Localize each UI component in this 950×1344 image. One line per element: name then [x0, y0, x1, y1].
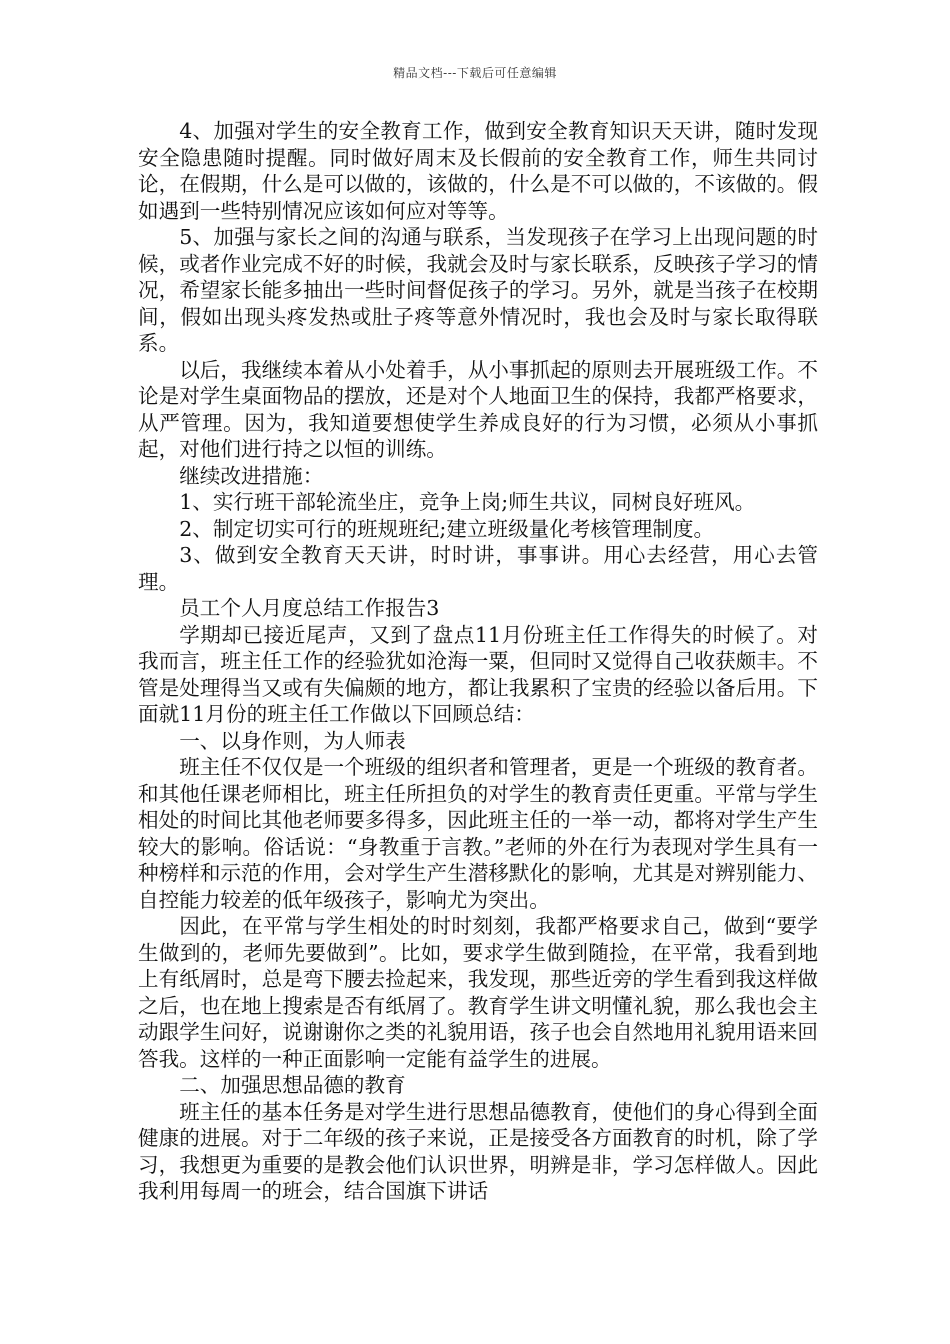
paragraph-safety-education: 4、加强对学生的安全教育工作，做到安全教育知识天天讲，随时发现安全隐患随时提醒。同时做好周末及长假前的安全教育工作，师生共同讨论，在假期，什么是可以做的，该做的，什么是不可以做的，不该做的。假如遇到一些特别情况应该如何应对等等。 [138, 119, 818, 223]
paragraph-teacher-role: 班主任不仅仅是一个班级的组织者和管理者，更是一个班级的教育者。和其他任课老师相比，班主任所担负的对学生的教育责任更重。平常与学生相处的时间比其他老师要多得多，因此班主任的一举一动，都将对学生产生较大的影响。俗话说：“身教重于言教。”老师的外在行为表现对学生具有一种榜样和示范的作用，会对学生产生潜移默化的影响，尤其是对辨别能力、自控能力较差的低年级孩子，影响尤为突出。 [138, 755, 818, 912]
paragraph-semester-review: 学期却已接近尾声，又到了盘点11月份班主任工作得失的时候了。对我而言，班主任工作的经验犹如沧海一粟，但同时又觉得自己收获颇丰。不管是处理得当又或有失偏颇的地方，都让我累积了宝贵的经验以备后用。下面就11月份的班主任工作做以下回顾总结： [138, 622, 818, 726]
page-header: 精品文档---下载后可任意编辑 [393, 66, 557, 80]
paragraph-measure-3: 3、做到安全教育天天讲，时时讲，事事讲。用心去经营，用心去管理。 [138, 543, 818, 594]
paragraph-strict-with-self: 因此，在平常与学生相处的时时刻刻，我都严格要求自己，做到“要学生做到的，老师先要做到”。比如，要求学生做到随捡，在平常，我看到地上有纸屑时，总是弯下腰去捡起来，我发现，那些近旁的学生看到我这样做之后，也在地上搜索是否有纸屑了。教育学生讲文明懂礼貌，那么我也会主动跟学生问好，说谢谢你之类的礼貌用语，孩子也会自然地用礼貌用语来回答我。这样的一种正面影响一定能有益学生的进展。 [138, 914, 818, 1071]
paragraph-measure-2: 2、制定切实可行的班规班纪;建立班级量化考核管理制度。 [179, 516, 715, 541]
paragraph-parent-communication: 5、加强与家长之间的沟通与联系，当发现孩子在学习上出现问题的时候，或者作业完成不好的时候，我就会及时与家长联系，反映孩子学习的情况，希望家长能多抽出一些时间督促孩子的学习。另外，就是当孩子在校期间，假如出现头疼发热或肚子疼等意外情况时，我也会及时与家长取得联系。 [138, 225, 818, 355]
document-body [138, 118, 818, 1205]
paragraph-measure-1: 1、实行班干部轮流坐庄，竞争上岗;师生共议，同树良好班风。 [179, 490, 756, 514]
paragraph-small-things: 以后，我继续本着从小处着手，从小事抓起的原则去开展班级工作。不论是对学生桌面物品的摆放，还是对个人地面卫生的保持，我都严格要求，从严管理。因为，我知道要想使学生养成良好的行为习惯，必须从小事抓起，对他们进行持之以恒的训练。 [138, 357, 818, 461]
paragraph-improvement-heading: 继续改进措施： [179, 463, 324, 488]
heading-moral-education: 二、加强思想品德的教育 [179, 1073, 406, 1097]
heading-lead-by-example: 一、以身作则，为人师表 [179, 728, 406, 753]
paragraph-basic-task: 班主任的基本任务是对学生进行思想品德教育，使他们的身心得到全面健康的进展。对于二年级的孩子来说，正是接受各方面教育的时机，除了学习，我想更为重要的是教会他们认识世界，明辨是非，学习怎样做人。因此我利用每周一的班会，结合国旗下讲话 [138, 1099, 818, 1203]
section-title-report-3: 员工个人月度总结工作报告3 [179, 596, 440, 620]
